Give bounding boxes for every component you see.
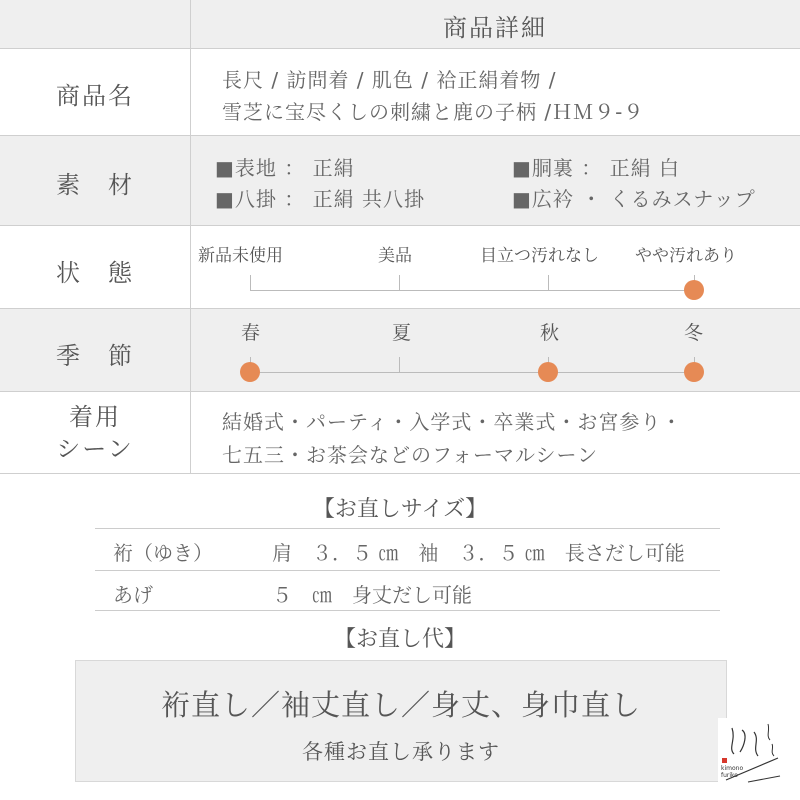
season-marker-0 <box>240 362 260 382</box>
condition-scale-1: 美品 <box>378 246 412 266</box>
brand-logo-text: kimono furiko <box>721 765 744 779</box>
material-label: 素 材 <box>56 171 134 199</box>
condition-tick-1 <box>399 275 400 291</box>
alter-size-title: 【お直しサイズ】 <box>312 497 488 522</box>
alter-fee-sub: 各種お直し承ります <box>302 740 500 764</box>
name-line-1: 長尺 / 訪問着 / 肌色 / 袷正絹着物 / <box>222 68 557 92</box>
divider <box>0 473 800 474</box>
season-scale-3: 冬 <box>684 322 704 344</box>
divider <box>95 610 720 611</box>
material-item-omote: ■表地 ： 正絹 <box>215 156 355 180</box>
alter-fee-title: 【お直し代】 <box>333 627 466 652</box>
material-item-eri: ■広衿 ・ くるみスナップ <box>512 187 756 211</box>
season-scale-1: 夏 <box>392 322 412 344</box>
condition-tick-0 <box>250 275 251 291</box>
divider <box>0 391 800 392</box>
season-marker-3 <box>684 362 704 382</box>
occasion-label <box>0 401 190 465</box>
divider <box>95 528 720 529</box>
season-track <box>250 372 694 373</box>
condition-label: 状 態 <box>56 259 134 287</box>
condition-tick-2 <box>548 275 549 291</box>
brand-logo <box>718 718 800 790</box>
age-label: あげ <box>113 583 153 607</box>
yuki-value: 肩 ３．５ ㎝ 袖 ３．５ ㎝ 長さだし可能 <box>272 541 685 565</box>
season-label: 季 節 <box>56 342 134 370</box>
condition-marker-3 <box>684 280 704 300</box>
season-scale-0: 春 <box>241 322 261 344</box>
condition-scale-0: 新品未使用 <box>198 246 283 266</box>
season-scale-2: 秋 <box>540 322 560 344</box>
occasion-line-2: 七五三・お茶会などのフォーマルシーン <box>222 443 599 467</box>
page-title: 商品詳細 <box>443 14 547 42</box>
material-item-dou: ■胴裏 ： 正絹 白 <box>512 156 680 180</box>
condition-track <box>250 290 694 291</box>
alter-fee-box <box>75 660 727 782</box>
divider <box>0 225 800 226</box>
age-value: ５ ㎝ 身丈だし可能 <box>272 583 472 607</box>
occasion-label-line-2: シーン <box>56 435 134 463</box>
yuki-label: 裄（ゆき） <box>113 541 213 565</box>
occasion-line-1: 結婚式・パーティ・入学式・卒業式・お宮参り・ <box>222 410 683 434</box>
material-item-hakkake: ■八掛 ： 正絹 共八掛 <box>215 187 425 211</box>
occasion-label-line-1: 着用 <box>69 403 121 431</box>
divider <box>95 570 720 571</box>
name-line-2: 雪芝に宝尽くしの刺繍と鹿の子柄 /ＨＭ９-９ <box>222 100 645 124</box>
season-tick-1 <box>399 357 400 373</box>
column-divider <box>190 0 191 474</box>
condition-scale-3: やや汚れあり <box>635 246 737 266</box>
condition-scale-2: 目立つ汚れなし <box>480 246 599 266</box>
season-marker-2 <box>538 362 558 382</box>
name-label: 商品名 <box>56 82 134 110</box>
brand-logo-mark <box>718 718 800 790</box>
divider <box>0 48 800 49</box>
alter-fee-main: 裄直し／袖丈直し／身丈、身巾直し <box>160 688 641 722</box>
